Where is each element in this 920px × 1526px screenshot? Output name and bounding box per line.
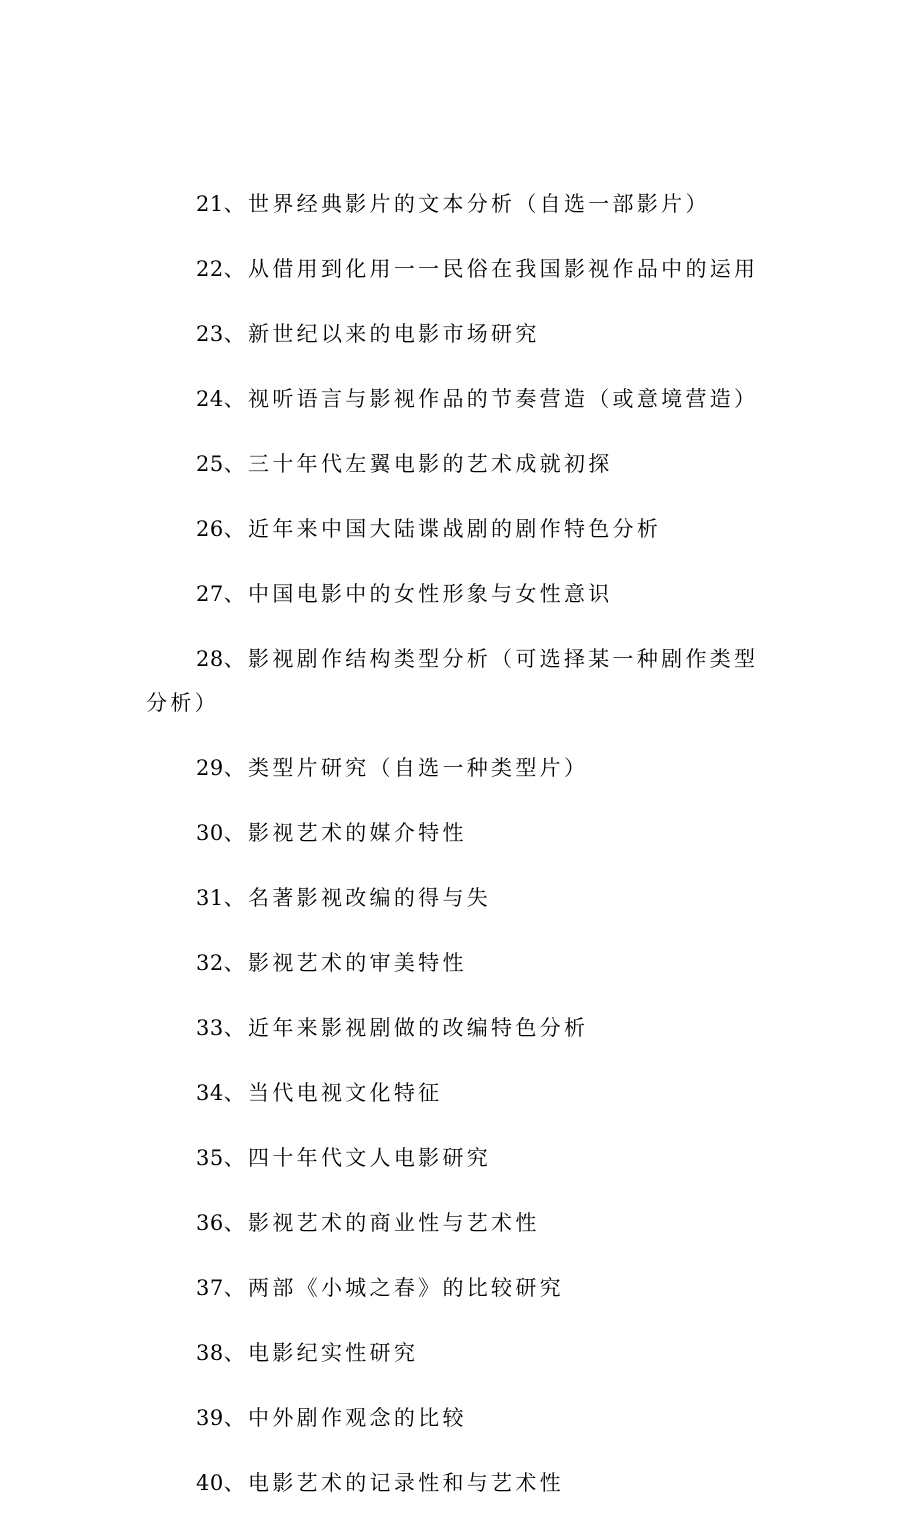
topic-title: 类型片研究（自选一种类型片） bbox=[248, 756, 589, 780]
topic-number: 21 bbox=[196, 192, 224, 216]
topic-number: 25 bbox=[196, 452, 224, 476]
topic-item bbox=[0, 1331, 920, 1375]
topic-title: 近年来影视剧做的改编特色分析 bbox=[248, 1016, 589, 1040]
topic-number: 26 bbox=[196, 517, 224, 541]
topic-number: 39 bbox=[196, 1406, 224, 1430]
topic-item bbox=[0, 1266, 920, 1310]
topic-title: 影视艺术的商业性与艺术性 bbox=[248, 1211, 540, 1235]
topic-separator: 、 bbox=[223, 756, 249, 780]
topic-number: 30 bbox=[196, 821, 224, 845]
topic-title: 影视艺术的媒介特性 bbox=[248, 821, 467, 845]
topic-separator: 、 bbox=[223, 1276, 249, 1300]
topic-title: 当代电视文化特征 bbox=[248, 1081, 443, 1105]
topic-number: 34 bbox=[196, 1081, 224, 1105]
topic-item bbox=[0, 182, 920, 226]
topic-title: 两部《小城之春》的比较研究 bbox=[248, 1276, 564, 1300]
topic-list bbox=[0, 161, 920, 1526]
topic-number: 40 bbox=[196, 1471, 224, 1495]
topic-number: 28 bbox=[196, 647, 224, 671]
topic-title: 世界经典影片的文本分析（自选一部影片） bbox=[248, 192, 710, 216]
topic-title: 影视艺术的审美特性 bbox=[248, 951, 467, 975]
topic-title: 新世纪以来的电影市场研究 bbox=[248, 322, 540, 346]
topic-separator: 、 bbox=[223, 821, 249, 845]
topic-number: 27 bbox=[196, 582, 224, 606]
topic-item bbox=[0, 1461, 920, 1505]
topic-separator: 、 bbox=[223, 1211, 249, 1235]
topic-item bbox=[0, 247, 920, 291]
topic-item bbox=[0, 941, 920, 985]
topic-separator: 、 bbox=[223, 1081, 249, 1105]
topic-item bbox=[0, 1201, 920, 1245]
topic-separator: 、 bbox=[223, 582, 249, 606]
topic-separator: 、 bbox=[223, 647, 249, 671]
topic-title: 近年来中国大陆谍战剧的剧作特色分析 bbox=[248, 517, 662, 541]
topic-separator: 、 bbox=[223, 452, 249, 476]
topic-item bbox=[0, 1396, 920, 1440]
topic-title: 四十年代文人电影研究 bbox=[248, 1146, 492, 1170]
topic-item bbox=[0, 312, 920, 356]
topic-separator: 、 bbox=[223, 387, 249, 411]
topic-number: 38 bbox=[196, 1341, 224, 1365]
topic-separator: 、 bbox=[223, 257, 249, 281]
topic-separator: 、 bbox=[223, 1406, 249, 1430]
topic-item bbox=[0, 811, 920, 855]
topic-number: 37 bbox=[196, 1276, 224, 1300]
topic-title: 三十年代左翼电影的艺术成就初探 bbox=[248, 452, 613, 476]
topic-item bbox=[0, 507, 920, 551]
topic-number: 31 bbox=[196, 886, 224, 910]
topic-number: 23 bbox=[196, 322, 224, 346]
topic-title: 中国电影中的女性形象与女性意识 bbox=[248, 582, 613, 606]
topic-number: 29 bbox=[196, 756, 224, 780]
topic-number: 35 bbox=[196, 1146, 224, 1170]
topic-item bbox=[0, 876, 920, 920]
topic-number: 22 bbox=[196, 257, 224, 281]
topic-separator: 、 bbox=[223, 192, 249, 216]
topic-title: 中外剧作观念的比较 bbox=[248, 1406, 467, 1430]
topic-item bbox=[0, 442, 920, 486]
topic-item bbox=[0, 1006, 920, 1050]
topic-item bbox=[0, 637, 920, 725]
topic-number: 33 bbox=[196, 1016, 224, 1040]
topic-title: 名著影视改编的得与失 bbox=[248, 886, 492, 910]
topic-number: 36 bbox=[196, 1211, 224, 1235]
topic-separator: 、 bbox=[223, 886, 249, 910]
topic-separator: 、 bbox=[223, 517, 249, 541]
topic-item bbox=[0, 377, 920, 421]
topic-separator: 、 bbox=[223, 951, 249, 975]
topic-title: 影视剧作结构类型分析（可选择某一种剧作类型分析） bbox=[146, 647, 759, 715]
topic-title: 电影艺术的记录性和与艺术性 bbox=[248, 1471, 564, 1495]
topic-separator: 、 bbox=[223, 1146, 249, 1170]
topic-item bbox=[0, 1071, 920, 1115]
topic-number: 24 bbox=[196, 387, 224, 411]
topic-separator: 、 bbox=[223, 322, 249, 346]
topic-item bbox=[0, 1136, 920, 1180]
topic-item bbox=[0, 746, 920, 790]
topic-title: 从借用到化用一一民俗在我国影视作品中的运用 bbox=[248, 257, 759, 281]
topic-title: 视听语言与影视作品的节奏营造（或意境营造） bbox=[248, 387, 759, 411]
topic-title: 电影纪实性研究 bbox=[248, 1341, 419, 1365]
topic-separator: 、 bbox=[223, 1341, 249, 1365]
topic-separator: 、 bbox=[223, 1471, 249, 1495]
topic-separator: 、 bbox=[223, 1016, 249, 1040]
topic-number: 32 bbox=[196, 951, 224, 975]
topic-item bbox=[0, 572, 920, 616]
